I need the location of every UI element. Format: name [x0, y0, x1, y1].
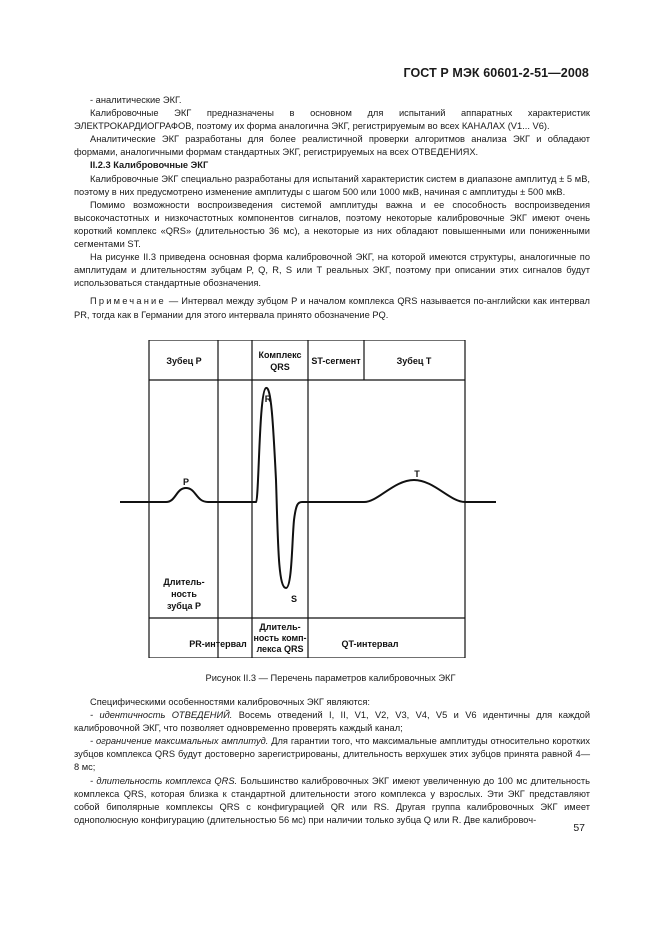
list-item-term: - ограничение максимальных амплитуд.: [90, 736, 269, 747]
standard-header: ГОСТ Р МЭК 60601-2-51—2008: [403, 66, 589, 80]
list-item-text: Для гарантии того, что максимальные амплитуды относительно коротких зубцов комплекса QRS будут достоверно зарегистрированы, длительность верхушек этих зубцов принята равной 4—8 мс;: [74, 736, 590, 773]
body-bottom: [74, 696, 590, 827]
col-qrs-line1: Комплекс: [258, 350, 302, 360]
figure-caption: Рисунок II.3 — Перечень параметров калибровочных ЭКГ: [205, 673, 456, 683]
p-duration-line1: Длитель-: [163, 577, 205, 587]
label-s: S: [290, 594, 298, 604]
list-item: [74, 735, 590, 774]
col-p-wave: Зубец P: [166, 356, 202, 366]
list-item: [74, 709, 590, 735]
note-text: — Интервал между зубцом P и началом комплекса QRS называется по-английски как интервал PR, тогда как в Германии для этого интервала принято обозначение PQ.: [74, 296, 590, 320]
list-item-text: Восемь отведений I, II, V1, V2, V3, V4, V5 и V6 идентичны для каждой калибровочной ЭКГ, что позволяет одновременно проверять каждый канал;: [74, 710, 591, 734]
p-duration-line2: ность: [171, 589, 197, 599]
paragraph: Помимо возможности воспроизведения системой амплитуды важна и ее способность воспроизведения высокочастотных и низкочастотных компонентов сигналов, поэтому некоторые калибровочные ЭКГ имеют очень короткий комплекс «QRS» (длительностью 36 мс), а некоторые из них обладают повышенными или пониженными сегментами ST.: [74, 199, 590, 250]
p-duration-line3: зубца P: [167, 601, 201, 611]
label-t: T: [414, 469, 420, 479]
paragraph: Калибровочные ЭКГ специально разработаны для испытаний характеристик систем в диапазоне амплитуд ± 5 мВ, поэтому в них предусмотрено изменение амплитуды с шагом 500 или 1000 мкВ, начиная с амплитуды ± 500 мкВ.: [74, 173, 590, 197]
col-qrs-line2: QRS: [270, 362, 290, 372]
label-r: R: [264, 394, 272, 404]
page-number: 57: [573, 822, 585, 834]
section-heading: II.2.3 Калибровочные ЭКГ: [90, 160, 209, 171]
list-item-term: - идентичность ОТВЕДЕНИЙ.: [90, 710, 233, 721]
pr-interval-label: PR-интервал: [189, 639, 247, 649]
qt-interval-label: QT-интервал: [341, 639, 399, 649]
paragraph: Специфическими особенностями калибровочных ЭКГ являются:: [90, 697, 370, 707]
paragraph: - аналитические ЭКГ.: [90, 95, 182, 105]
col-t-wave: Зубец T: [396, 356, 432, 366]
list-item-text: Большинство калибровочных ЭКГ имеют увеличенную до 100 мс длительность комплекса QRS, которая близка к стандартной длительности этого комплекса у взрослых. Эти ЭКГ представляют собой биполярные комплексы QRS с конфигурацией QR или RS. Другая группа калибровочных ЭКГ имеет однополюсную конфигурацию (длительностью 56 мс) при наличии только зубца Q или R. Две калибровоч-: [74, 775, 590, 825]
label-p: P: [182, 477, 190, 487]
note: [74, 295, 590, 321]
ecg-parameters-figure: [120, 340, 520, 658]
col-st-segment: ST-сегмент: [311, 356, 361, 366]
list-item: [74, 775, 590, 827]
paragraph: На рисунке II.3 приведена основная форма калибровочной ЭКГ, на которой имеются структуры, аналогичные по амплитудам и длительностям зубцам P, Q, R, S или T реальных ЭКГ, поэтому при описании этих сигналов будут использоваться стандартные обозначения.: [74, 252, 590, 289]
paragraph: Аналитические ЭКГ разработаны для более реалистичной проверки алгоритмов анализа ЭКГ и обладают формами, аналогичными формам стандартных ЭКГ, регистрируемых на всех ОТВЕДЕНИЯХ.: [74, 134, 590, 158]
body-top: [74, 94, 590, 322]
qrs-duration-line2: ность комп-: [253, 633, 307, 643]
paragraph: Калибровочные ЭКГ предназначены в основном для испытаний аппаратных характеристик ЭЛЕКТРОКАРДИОГРАФОВ, поэтому их форма аналогична ЭКГ, регистрируемым во всех КАНАЛАХ (V1... V6).: [74, 108, 590, 132]
note-label: Примечание: [90, 296, 166, 307]
list-item-term: - длительность комплекса QRS.: [90, 775, 238, 786]
qrs-duration-line3: лекса QRS: [256, 644, 304, 654]
qrs-duration-line1: Длитель-: [259, 622, 301, 632]
